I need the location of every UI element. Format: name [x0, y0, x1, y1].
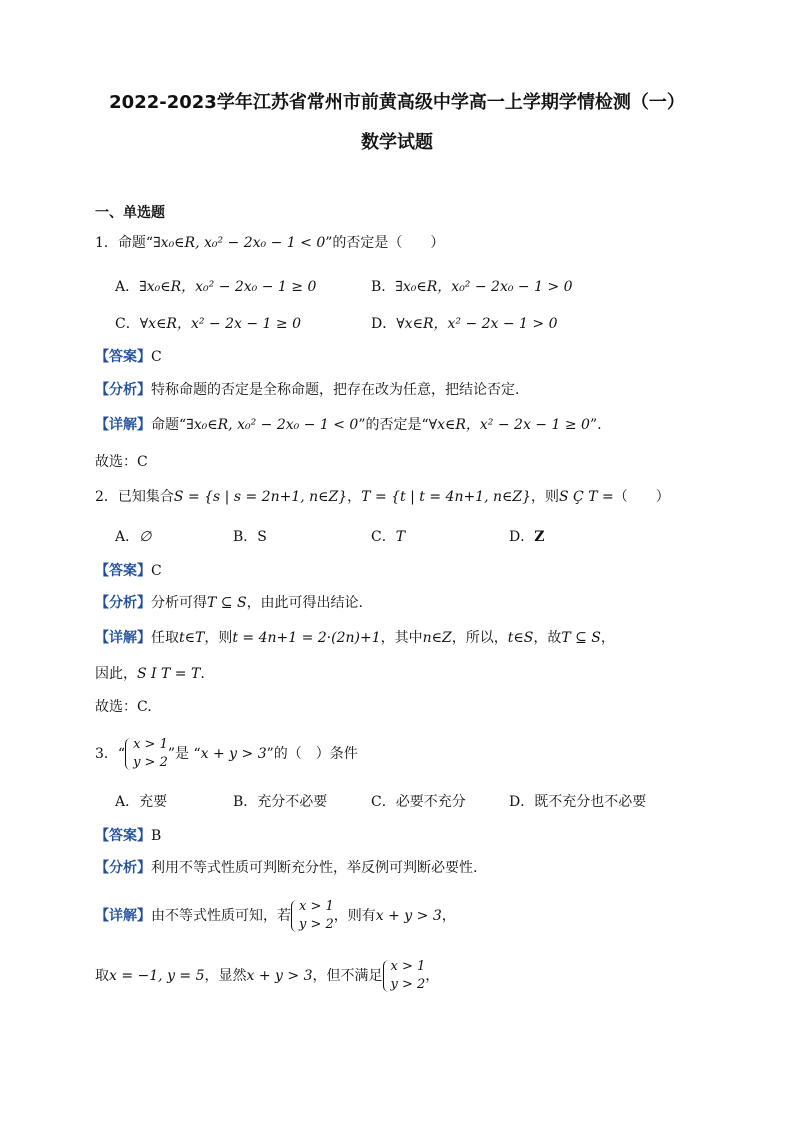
q3-detail-tag: 【详解】	[95, 908, 151, 924]
q1-answer-value: C	[151, 349, 162, 365]
q3-option-a	[115, 792, 167, 812]
q2-thus-math: S I T = T	[137, 666, 201, 682]
q1-stem-pre: 1．命题“	[95, 235, 154, 251]
q2-option-b-label: B．	[233, 529, 258, 545]
q2-detail	[95, 628, 615, 648]
q2-detail-text6: ，	[600, 630, 615, 646]
q1-analysis-text: 特称命题的否定是全称命题，把存在改为任意，把结论否定.	[151, 382, 520, 398]
q3-option-b	[233, 792, 327, 812]
q3-counter-math2: x + y > 3	[246, 968, 313, 984]
q1-option-b	[371, 277, 573, 297]
q1-stem-post: ”的否定是（ ）	[325, 235, 445, 251]
doc-title-line1: 2022-2023学年江苏省常州市前黄高级中学高一上学期学情检测（一）	[109, 92, 685, 113]
q3-counter-system-row2: y > 2	[390, 977, 426, 992]
q2-detail-text4: ，所以，	[451, 630, 508, 646]
q2-stem-math1: S = {s | s = 2n+1, n∈Z}	[173, 489, 348, 505]
q2-stem-pre: 2．已知集合	[95, 489, 174, 505]
q2-conclusion: 故选：C.	[95, 699, 152, 715]
q2-thus-pre: 因此，	[95, 666, 137, 682]
q1-option-a	[115, 277, 316, 297]
q3-detail-post: ，	[441, 908, 456, 924]
q1-option-a-text: ∃x₀∈R，x₀² − 2x₀ − 1 ≥ 0	[139, 279, 317, 295]
q2-answer	[95, 561, 162, 581]
q3-option-a-text: 充要	[139, 794, 168, 810]
q2-option-b	[233, 527, 267, 547]
q3-option-d-text: 既不充分也不必要	[534, 794, 647, 810]
q3-counter-math1: x = −1, y = 5	[109, 968, 205, 984]
q2-analysis-post: ，由此可得出结论.	[246, 595, 364, 611]
q2-detail-text3: ，其中	[380, 630, 423, 646]
q2-option-c-label: C．	[371, 529, 396, 545]
q3-stem-math: x + y > 3	[200, 746, 267, 762]
q2-option-d-label: D．	[509, 529, 535, 545]
q2-answer-value: C	[151, 563, 162, 579]
q2-thus	[95, 664, 205, 684]
q2-analysis	[95, 593, 363, 613]
q3-answer-value: B	[151, 828, 162, 844]
q2-option-d-text: Z	[534, 529, 545, 545]
q1-option-c-text: ∀x∈R，x² − 2x − 1 ≥ 0	[139, 316, 301, 332]
q3-option-d	[509, 792, 646, 812]
q3-system-row1: x > 1	[133, 737, 168, 752]
q3-stem-system	[125, 736, 168, 772]
q3-counter-system	[383, 958, 426, 994]
q2-answer-tag: 【答案】	[95, 563, 151, 579]
q1-option-b-label: B．	[371, 279, 396, 295]
q3-stem-mid: ”是 “	[167, 746, 201, 762]
q3-counter-mid: ，显然	[204, 968, 247, 984]
q3-detail-system-row2: y > 2	[299, 917, 334, 932]
q3-analysis-text: 利用不等式性质可判断充分性，举反例可判断必要性.	[151, 860, 478, 876]
q2-analysis-pre: 分析可得	[151, 595, 207, 611]
q3-analysis-tag: 【分析】	[95, 860, 151, 876]
q3-detail-system-row1: x > 1	[299, 899, 334, 914]
q1-detail-math1: ∃x₀∈R, x₀² − 2x₀ − 1 < 0	[186, 417, 359, 433]
q2-option-b-text: S	[257, 529, 267, 545]
q2-detail-tag: 【详解】	[95, 630, 151, 646]
q1-option-c-label: C．	[115, 316, 140, 332]
q2-stem-math3: S Ç T =	[559, 489, 614, 505]
q3-option-c-text: 必要不充分	[395, 794, 466, 810]
q2-stem	[95, 487, 670, 507]
q3-detail-math: x + y > 3	[375, 908, 442, 924]
q2-stem-sep: ，	[347, 489, 362, 505]
q1-option-a-label: A．	[115, 279, 140, 295]
q2-stem-mid: ，则	[531, 489, 560, 505]
q1-option-d-text: ∀x∈R，x² − 2x − 1 > 0	[396, 316, 558, 332]
q2-detail-math3: n∈Z	[422, 630, 452, 646]
q2-option-a	[115, 527, 151, 547]
q2-detail-text1: 任取	[151, 630, 179, 646]
q3-detail-pre: 由不等式性质可知，若	[151, 908, 291, 924]
q2-analysis-math: T ⊆ S	[207, 595, 247, 611]
q3-option-c	[371, 792, 466, 812]
q3-answer	[95, 826, 161, 846]
q1-answer-tag: 【答案】	[95, 349, 151, 365]
q1-option-c	[115, 314, 301, 334]
q2-thus-post: .	[200, 666, 205, 682]
q3-stem	[95, 734, 358, 774]
q3-system-row2: y > 2	[133, 755, 168, 770]
q1-detail	[95, 415, 602, 435]
q3-counter-pre: 取	[95, 968, 109, 984]
q2-detail-math1: t∈T	[179, 630, 205, 646]
q3-stem-pre: 3．“	[95, 746, 126, 762]
q2-detail-math2: t = 4n+1 = 2·(2n)+1	[232, 630, 381, 646]
q1-detail-pre: 命题“	[151, 417, 187, 433]
q1-detail-math2: ∀x∈R，x² − 2x − 1 ≥ 0	[428, 417, 590, 433]
q3-option-c-label: C．	[371, 794, 396, 810]
q2-option-c	[371, 527, 405, 547]
q3-stem-post: ”的（ ）条件	[266, 746, 358, 762]
q2-stem-math2: T = {t | t = 4n+1, n∈Z}	[361, 489, 532, 505]
q2-option-d	[509, 527, 544, 547]
q3-option-b-text: 充分不必要	[257, 794, 328, 810]
q1-detail-mid: ”的否定是“	[358, 417, 429, 433]
q2-option-c-text: T	[395, 529, 406, 545]
q3-analysis	[95, 858, 477, 878]
q2-detail-text5: ，故	[533, 630, 562, 646]
doc-title-line2: 数学试题	[361, 132, 433, 153]
q2-detail-math4: t∈S	[507, 630, 534, 646]
q1-analysis	[95, 380, 519, 400]
q3-option-a-label: A．	[115, 794, 140, 810]
q1-detail-post: ”.	[589, 417, 602, 433]
q1-option-d	[371, 314, 558, 334]
q2-detail-math5: T ⊆ S	[561, 630, 601, 646]
q1-option-b-text: ∃x₀∈R，x₀² − 2x₀ − 1 > 0	[395, 279, 573, 295]
q3-option-d-label: D．	[509, 794, 535, 810]
q3-counter-post: ，	[425, 968, 440, 984]
q3-detail-mid: ，则有	[333, 908, 376, 924]
q2-analysis-tag: 【分析】	[95, 595, 151, 611]
q1-detail-tag: 【详解】	[95, 417, 151, 433]
q1-answer	[95, 347, 162, 367]
q3-counterexample	[95, 956, 439, 996]
q1-analysis-tag: 【分析】	[95, 382, 151, 398]
q3-answer-tag: 【答案】	[95, 828, 151, 844]
q2-detail-text2: ，则	[204, 630, 233, 646]
q2-option-a-text: ∅	[139, 529, 152, 545]
q2-option-a-label: A．	[115, 529, 140, 545]
q2-stem-post: （ ）	[613, 489, 670, 505]
q1-stem	[95, 233, 444, 253]
q1-conclusion: 故选：C	[95, 454, 148, 470]
q3-counter-system-row1: x > 1	[390, 959, 426, 974]
section-heading: 一、单选题	[95, 205, 165, 221]
q3-option-b-label: B．	[233, 794, 258, 810]
q1-stem-math: ∃x₀∈R, x₀² − 2x₀ − 1 < 0	[153, 235, 326, 251]
q3-counter-mid2: ，但不满足	[312, 968, 383, 984]
q1-option-d-label: D．	[371, 316, 397, 332]
q3-detail-system	[291, 898, 334, 934]
q3-detail	[95, 896, 456, 936]
